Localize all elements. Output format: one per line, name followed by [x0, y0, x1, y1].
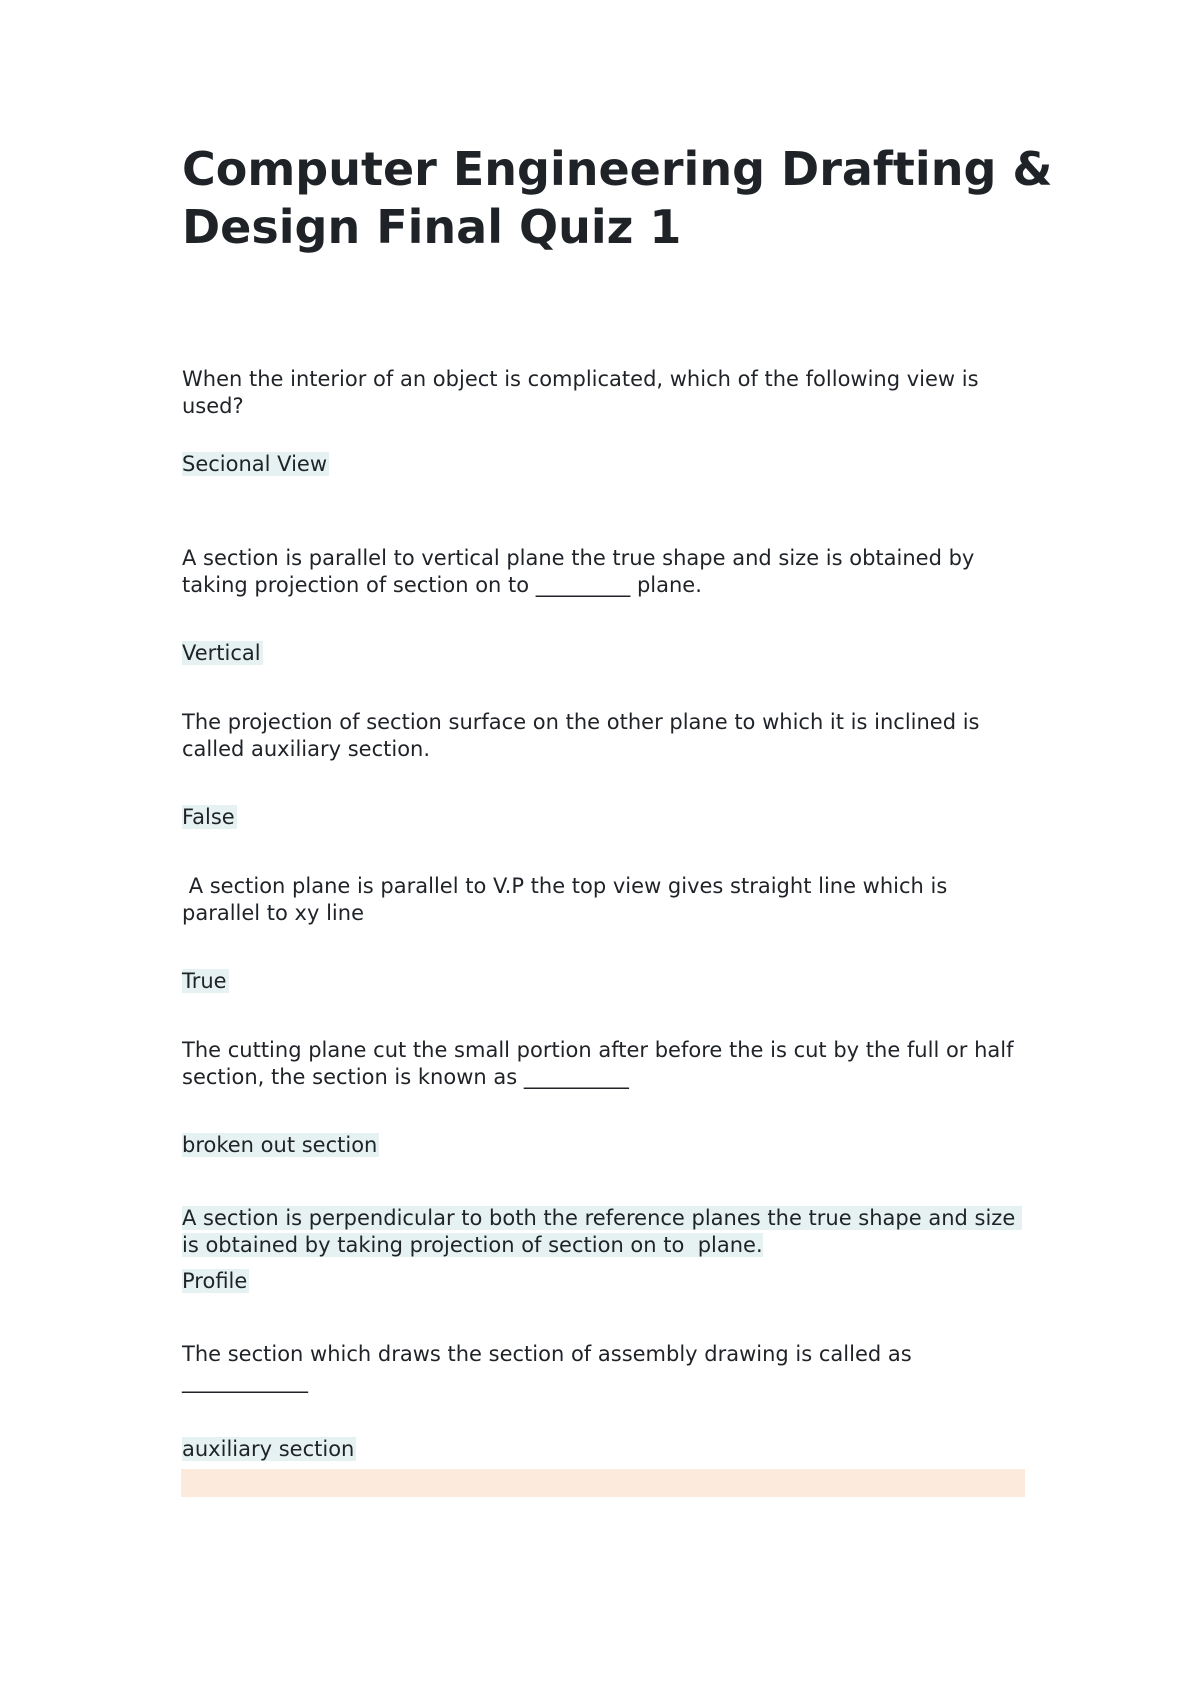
answer-1-text: Secional View [182, 452, 328, 476]
question-6 [182, 1205, 1032, 1258]
empty-answer-box [181, 1469, 1025, 1497]
page-title: Computer Engineering Drafting & Design Final Quiz 1 [182, 142, 1053, 254]
question-3: The projection of section surface on the other plane to which it is inclined is called auxiliary section. [182, 710, 980, 761]
answer-5-text: broken out section [182, 1133, 378, 1157]
answer-6-text: Profile [182, 1269, 248, 1293]
question-2: A section is parallel to vertical plane the true shape and size is obtained by taking projection of section on to _________ plane. [182, 546, 975, 597]
answer-6 [182, 1268, 249, 1294]
answer-5 [182, 1132, 379, 1158]
answer-7 [182, 1436, 356, 1462]
question-1: When the interior of an object is complicated, which of the following view is used? [182, 367, 979, 418]
question-4: A section plane is parallel to V.P the top view gives straight line which is parallel to xy line [182, 874, 954, 925]
question-7: The section which draws the section of assembly drawing is called as ____________ [182, 1342, 912, 1393]
answer-2 [182, 640, 263, 666]
answer-2-text: Vertical [182, 641, 261, 665]
question-5: The cutting plane cut the small portion after before the is cut by the full or half section, the section is known as __________ [182, 1038, 1014, 1089]
answer-1 [182, 451, 329, 477]
answer-7-text: auxiliary section [182, 1437, 355, 1461]
answer-3 [182, 804, 237, 830]
answer-3-text: False [182, 805, 235, 829]
answer-4-text: True [182, 969, 227, 993]
question-6-text: A section is perpendicular to both the reference planes the true shape and size is obtained by taking projection of section on to plane. [182, 1206, 1022, 1257]
answer-4 [182, 968, 229, 994]
